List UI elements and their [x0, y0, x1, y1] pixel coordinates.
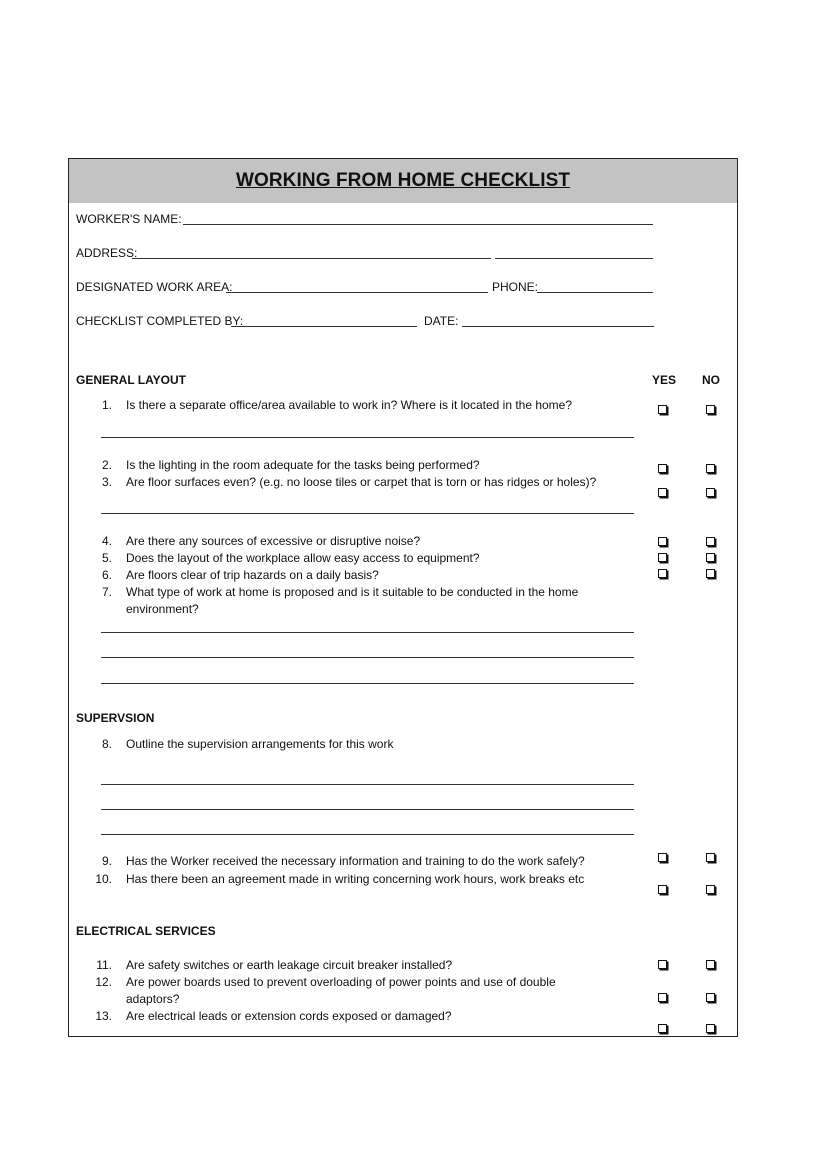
- worker-name-field[interactable]: [183, 224, 653, 225]
- completed-by-label: CHECKLIST COMPLETED BY:: [76, 314, 244, 328]
- q9-yes-checkbox[interactable]: [658, 853, 667, 862]
- q8-answer-line[interactable]: [101, 834, 634, 835]
- title-bar: [69, 159, 737, 203]
- section-electrical: ELECTRICAL SERVICES: [76, 924, 216, 938]
- q7-answer-line[interactable]: [101, 683, 634, 684]
- q3-yes-checkbox[interactable]: [658, 488, 667, 497]
- question-number: 3.: [101, 475, 112, 489]
- q7-answer-line[interactable]: [101, 657, 634, 658]
- question-number: 11.: [96, 958, 112, 972]
- question-number: 5.: [101, 551, 112, 565]
- q1-no-checkbox[interactable]: [706, 405, 715, 414]
- q12-yes-checkbox[interactable]: [658, 993, 667, 1002]
- yes-column-header: YES: [652, 373, 677, 387]
- question-number: 1.: [101, 398, 112, 412]
- q9-no-checkbox[interactable]: [706, 853, 715, 862]
- q11-yes-checkbox[interactable]: [658, 960, 667, 969]
- address-label: ADDRESS:: [76, 246, 138, 260]
- q5-no-checkbox[interactable]: [706, 553, 715, 562]
- q4-no-checkbox[interactable]: [706, 537, 715, 546]
- work-area-label: DESIGNATED WORK AREA:: [76, 280, 233, 294]
- question-text: Is there a separate office/area available to work in? Where is it located in the home?: [126, 398, 573, 412]
- question-text: Is the lighting in the room adequate for the tasks being performed?: [126, 458, 480, 472]
- question-text: Are safety switches or earth leakage circuit breaker installed?: [126, 958, 453, 972]
- q13-yes-checkbox[interactable]: [658, 1024, 667, 1033]
- question-text: Are floors clear of trip hazards on a daily basis?: [126, 568, 379, 582]
- question-number: 9.: [101, 854, 112, 868]
- question-text: Are floor surfaces even? (e.g. no loose tiles or carpet that is torn or has ridges or holes)?: [126, 475, 597, 489]
- page-title: WORKING FROM HOME CHECKLIST: [235, 170, 571, 191]
- question-number: 4.: [101, 534, 112, 548]
- no-column-header: NO: [702, 373, 720, 387]
- address-field[interactable]: [132, 258, 491, 259]
- q3-answer-line[interactable]: [101, 513, 634, 514]
- q8-answer-line[interactable]: [101, 784, 634, 785]
- q12-no-checkbox[interactable]: [706, 993, 715, 1002]
- question-text: Has the Worker received the necessary information and training to do the work safely?: [126, 854, 585, 868]
- question-text: Has there been an agreement made in writing concerning work hours, work breaks etc: [126, 872, 585, 886]
- date-field[interactable]: [462, 326, 654, 327]
- q1-answer-line[interactable]: [101, 437, 634, 438]
- q5-yes-checkbox[interactable]: [658, 553, 667, 562]
- phone-label: PHONE:: [492, 280, 539, 294]
- q7-answer-line[interactable]: [101, 632, 634, 633]
- section-supervision: SUPERVSION: [76, 711, 155, 725]
- q13-no-checkbox[interactable]: [706, 1024, 715, 1033]
- phone-field[interactable]: [537, 292, 653, 293]
- q1-yes-checkbox[interactable]: [658, 405, 667, 414]
- worker-name-label: WORKER'S NAME:: [76, 212, 182, 226]
- completed-by-field[interactable]: [231, 326, 417, 327]
- question-number: 12.: [95, 975, 112, 989]
- question-text: What type of work at home is proposed and is it suitable to be conducted in the home environment?: [126, 585, 579, 616]
- q6-yes-checkbox[interactable]: [658, 569, 667, 578]
- question-number: 8.: [101, 737, 112, 751]
- work-area-field[interactable]: [226, 292, 488, 293]
- question-number: 10.: [95, 872, 112, 886]
- q6-no-checkbox[interactable]: [706, 569, 715, 578]
- question-text: Are power boards used to prevent overloading of power points and use of double adaptors?: [126, 975, 556, 1006]
- q10-yes-checkbox[interactable]: [658, 885, 667, 894]
- q11-no-checkbox[interactable]: [706, 960, 715, 969]
- question-text: Are electrical leads or extension cords exposed or damaged?: [126, 1009, 452, 1023]
- question-number: 6.: [101, 568, 112, 582]
- q3-no-checkbox[interactable]: [706, 488, 715, 497]
- date-label: DATE:: [424, 314, 459, 328]
- q2-yes-checkbox[interactable]: [658, 464, 667, 473]
- question-number: 13.: [95, 1009, 112, 1023]
- question-text: Outline the supervision arrangements for this work: [126, 737, 394, 751]
- question-number: 2.: [101, 458, 112, 472]
- q4-yes-checkbox[interactable]: [658, 537, 667, 546]
- q10-no-checkbox[interactable]: [706, 885, 715, 894]
- question-number: 7.: [101, 585, 112, 599]
- section-general-layout: GENERAL LAYOUT: [76, 373, 187, 387]
- q2-no-checkbox[interactable]: [706, 464, 715, 473]
- question-text: Are there any sources of excessive or disruptive noise?: [126, 534, 421, 548]
- q8-answer-line[interactable]: [101, 809, 634, 810]
- question-text: Does the layout of the workplace allow easy access to equipment?: [126, 551, 480, 565]
- address-field-2[interactable]: [495, 258, 653, 259]
